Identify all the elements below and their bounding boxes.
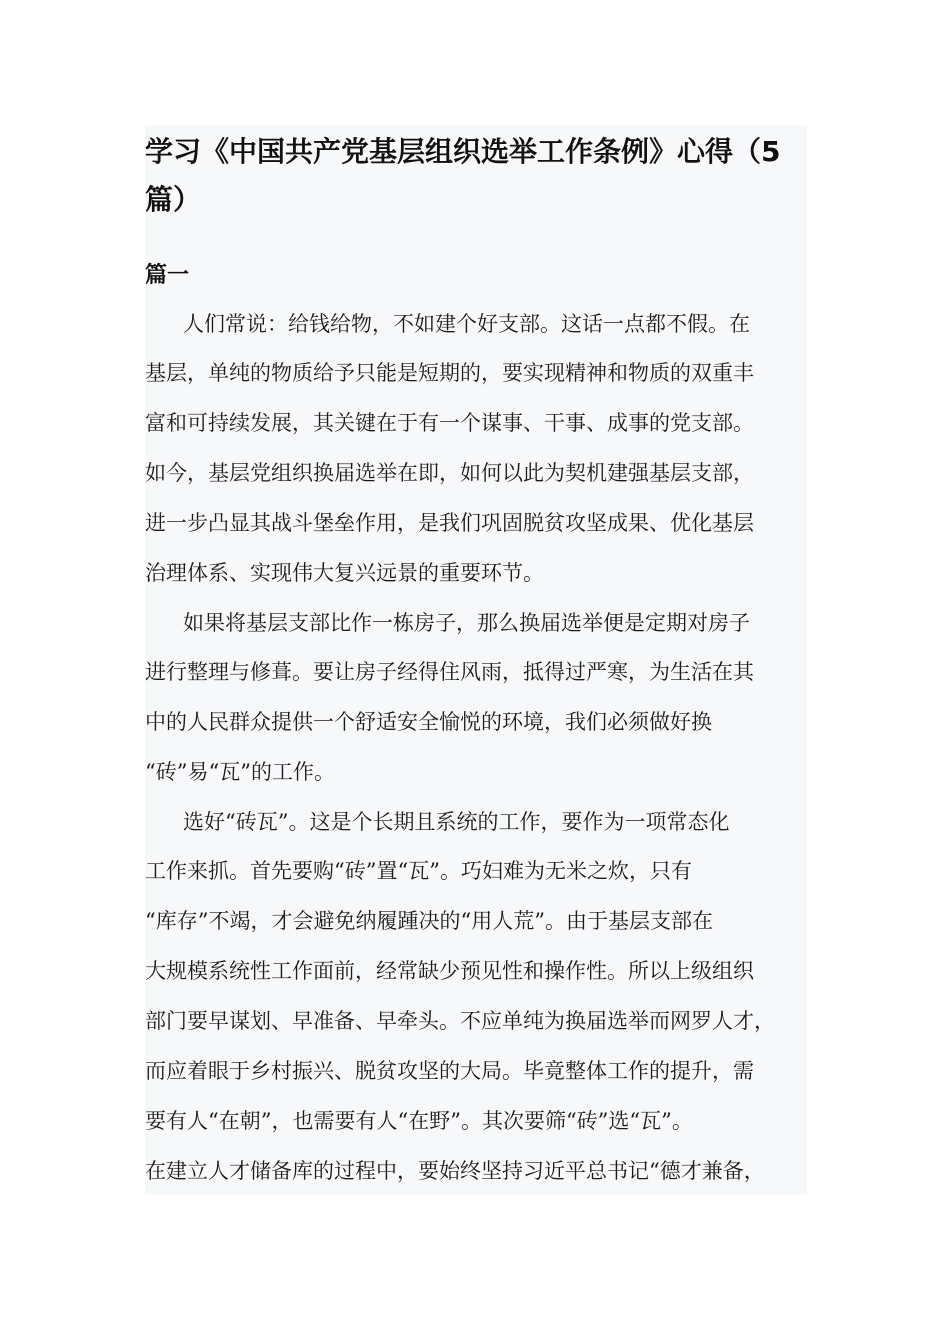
paragraph-line: 基层，单纯的物质给予只能是短期的，要实现精神和物质的双重丰 [145, 361, 754, 385]
paragraph-line: 在建立人才储备库的过程中，要始终坚持习近平总书记“德才兼备， [145, 1159, 765, 1183]
paragraph-line: 如果将基层支部比作一栋房子，那么换届选举便是定期对房子 [183, 611, 750, 635]
paragraph-line: 进行整理与修葺。要让房子经得住风雨，抵得过严寒，为生活在其 [145, 660, 754, 684]
paragraph-line: 如今，基层党组织换届选举在即，如何以此为契机建强基层支部， [145, 461, 754, 485]
paragraph-line: 而应着眼于乡村振兴、脱贫攻坚的大局。毕竟整体工作的提升，需 [145, 1059, 754, 1083]
document-title [145, 128, 807, 224]
paragraph-line: 富和可持续发展，其关键在于有一个谋事、干事、成事的党支部。 [145, 411, 754, 435]
paragraph-line: 人们常说：给钱给物，不如建个好支部。这话一点都不假。在 [183, 312, 750, 336]
paragraph-line: “库存”不竭，才会避免纳履踵决的“用人荒”。由于基层支部在 [145, 909, 713, 933]
paragraph-line: 要有人“在朝”，也需要有人“在野”。其次要筛“砖”选“瓦”。 [145, 1109, 693, 1133]
title-line-2: 篇） [145, 183, 202, 216]
paragraph-line: 中的人民群众提供一个舒适安全愉悦的环境，我们必须做好换 [145, 710, 712, 734]
paragraph-line: 工作来抓。首先要购“砖”置“瓦”。巧妇难为无米之炊，只有 [145, 859, 692, 883]
paragraph-line: “砖”易“瓦”的工作。 [145, 760, 335, 784]
paragraph-line: 进一步凸显其战斗堡垒作用，是我们巩固脱贫攻坚成果、优化基层 [145, 511, 754, 535]
section-heading: 篇一 [145, 263, 190, 288]
title-line-1: 学习《中国共产党基层组织选举工作条例》心得（5 [145, 135, 781, 168]
paragraph-line: 选好“砖瓦”。这是个长期且系统的工作，要作为一项常态化 [183, 810, 730, 834]
paragraph-line: 部门要早谋划、早准备、早牵头。不应单纯为换届选举而网罗人才， [145, 1009, 775, 1033]
paragraph-line: 大规模系统性工作面前，经常缺少预见性和操作性。所以上级组织 [145, 959, 754, 983]
paragraph-line: 治理体系、实现伟大复兴远景的重要环节。 [145, 561, 544, 585]
